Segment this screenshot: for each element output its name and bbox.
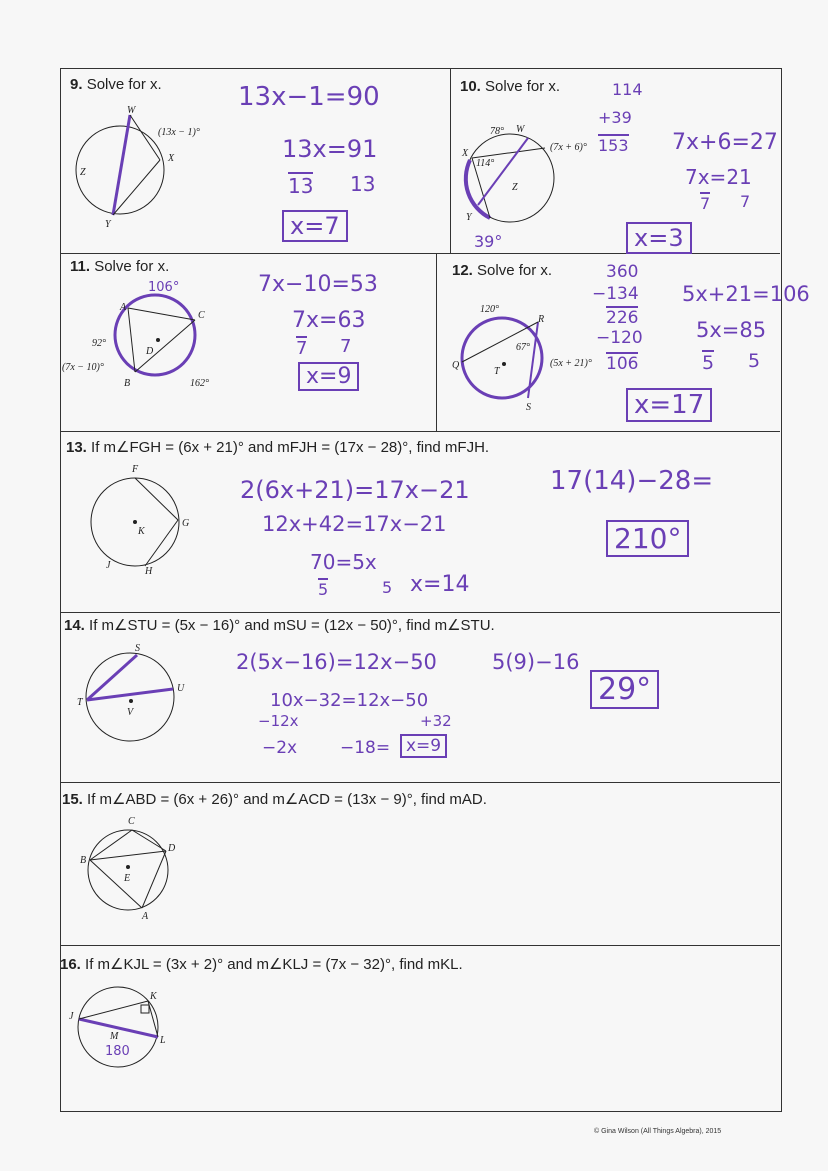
divider-col-2 <box>436 253 437 431</box>
label-j: J <box>106 560 111 571</box>
chord-da <box>142 851 166 908</box>
label-u: U <box>177 683 185 694</box>
label-114: 114° <box>476 158 495 169</box>
p10-sum: 153 <box>598 136 629 155</box>
label-k: K <box>138 526 145 537</box>
problem-11-prompt <box>70 258 169 275</box>
p12-l5: 106 <box>606 354 639 374</box>
chord-ab <box>128 308 135 372</box>
problem-15-figure <box>80 815 190 925</box>
p9-eq2: 13x=91 <box>282 135 378 163</box>
circle <box>88 830 168 910</box>
p10-den1: 7 <box>700 194 711 213</box>
p10-angle: 39° <box>474 232 503 251</box>
p12-l1: 360 <box>606 262 639 282</box>
problem-11-figure <box>60 290 240 400</box>
problem-13-number: 13. <box>66 439 87 456</box>
problem-14-number: 14. <box>64 617 85 634</box>
label-r: R <box>538 314 545 325</box>
divider-col-top <box>450 68 451 253</box>
chord-fg <box>135 478 178 520</box>
p16-note: 180 <box>105 1044 130 1059</box>
label-y: Y <box>105 219 111 230</box>
center-t <box>502 362 506 366</box>
chord-wx <box>130 115 160 160</box>
problem-12-number: 12. <box>452 262 473 279</box>
chord-bc <box>135 320 195 372</box>
label-t: T <box>77 697 83 708</box>
p12-answer: x=17 <box>626 388 712 422</box>
p9-eq1: 13x−1=90 <box>238 82 380 112</box>
p10-eq2: 7x=21 <box>685 165 752 189</box>
problem-13-figure <box>90 462 210 577</box>
label-j: J <box>69 1011 74 1022</box>
divider-row-2 <box>60 431 780 432</box>
problem-12-figure <box>450 300 620 415</box>
p12-l4: −120 <box>596 328 643 348</box>
p9-den1: 13 <box>288 174 314 198</box>
center-d <box>156 338 160 342</box>
center-e <box>126 865 130 869</box>
p14-answer: 29° <box>590 670 659 709</box>
p13-den1: 5 <box>318 580 329 599</box>
p10-eq1: 7x+6=27 <box>672 130 778 155</box>
p11-eq1: 7x−10=53 <box>258 272 378 297</box>
chord-tu <box>87 689 173 700</box>
problem-11-number: 11. <box>70 258 91 275</box>
problem-10-text: Solve for x. <box>485 78 561 95</box>
p13-den2: 5 <box>382 578 393 597</box>
label-s: S <box>526 402 531 413</box>
label-expr: (5x + 21)° <box>550 358 592 369</box>
label-d: D <box>168 843 176 854</box>
problem-16-number: 16. <box>60 956 81 973</box>
label-w: W <box>127 105 136 116</box>
label-y: Y <box>466 212 472 223</box>
problem-9-figure <box>75 105 225 235</box>
circle <box>115 295 195 375</box>
p14-eq2: 10x−32=12x−50 <box>270 690 429 711</box>
chord-wy <box>113 115 130 215</box>
problem-13-text: If m∠FGH = (6x + 21)° and mFJH = (17x − 28)°, find mFJH. <box>91 439 490 456</box>
label-92: 92° <box>92 338 106 349</box>
problem-13-prompt <box>66 438 489 456</box>
p13-answer: 210° <box>606 520 689 557</box>
p11-den2: 7 <box>340 336 352 357</box>
label-a: A <box>120 302 127 313</box>
label-b: B <box>124 378 131 389</box>
label-d: D <box>146 346 154 357</box>
label-m: M <box>110 1031 119 1042</box>
label-x: X <box>168 153 175 164</box>
label-k: K <box>150 991 157 1002</box>
label-78: 78° <box>490 126 504 137</box>
p13-eq1: 2(6x+21)=17x−21 <box>240 476 470 504</box>
problem-12-text: Solve for x. <box>477 262 553 279</box>
p12-eq2: 5x=85 <box>696 318 767 342</box>
p14-l5: −18= <box>340 738 391 758</box>
problem-14-text: If m∠STU = (5x − 16)° and mSU = (12x − 50)°, find m∠STU. <box>89 617 495 634</box>
problem-14-prompt <box>64 616 495 634</box>
label-z: Z <box>80 167 86 178</box>
label-t: T <box>494 366 500 377</box>
problem-9-prompt <box>70 76 162 93</box>
problem-15-prompt <box>62 790 487 808</box>
p9-den2: 13 <box>350 172 376 196</box>
center-k <box>133 520 137 524</box>
label-s: S <box>135 643 140 654</box>
label-c: C <box>198 310 205 321</box>
label-h: H <box>145 566 153 577</box>
divider-row-4 <box>60 782 780 783</box>
chord-jl <box>79 1019 158 1037</box>
label-l: L <box>160 1035 166 1046</box>
problem-16-prompt <box>60 955 463 973</box>
p12-den1: 5 <box>702 352 715 374</box>
label-162: 162° <box>190 378 209 389</box>
p12-eq1: 5x+21=106 <box>682 282 810 306</box>
p9-answer: x=7 <box>282 210 348 242</box>
p14-l3b: +32 <box>420 712 452 730</box>
label-v: V <box>127 707 134 718</box>
chord-3 <box>478 138 528 205</box>
divider-row-5 <box>60 945 780 946</box>
label-120: 120° <box>480 304 499 315</box>
p11-eq2: 7x=63 <box>292 308 366 333</box>
p14-x: x=9 <box>400 734 447 758</box>
label-w: W <box>516 124 525 135</box>
divider-row-3 <box>60 612 780 613</box>
problem-10-number: 10. <box>460 78 481 95</box>
p12-l2: −134 <box>592 284 639 304</box>
problem-10-figure <box>460 120 620 250</box>
label-g: G <box>182 518 190 529</box>
label-z: Z <box>512 182 518 193</box>
p13-eq2: 12x+42=17x−21 <box>262 512 447 536</box>
chord <box>472 148 545 158</box>
problem-10-prompt <box>460 78 560 95</box>
problem-11-text: Solve for x. <box>94 258 170 275</box>
p11-angle: 106° <box>148 280 180 295</box>
problem-16-text: If m∠KJL = (3x + 2)° and m∠KLJ = (7x − 32)°, find mKL. <box>85 956 463 973</box>
p10-answer: x=3 <box>626 222 692 254</box>
p11-answer: x=9 <box>298 362 359 391</box>
label-expr: (7x + 6)° <box>550 142 587 153</box>
problem-15-text: If m∠ABD = (6x + 26)° and m∠ACD = (13x − 9)°, find mAD. <box>87 791 487 808</box>
p13-x: x=14 <box>410 572 470 597</box>
p12-den2: 5 <box>748 350 761 372</box>
center-v <box>129 699 133 703</box>
label-c: C <box>128 816 135 827</box>
label-x: X <box>462 148 469 159</box>
right-angle-mark <box>141 1005 149 1013</box>
label-f: F <box>132 464 139 475</box>
label-angle: (13x − 1)° <box>158 127 200 138</box>
copyright: © Gina Wilson (All Things Algebra), 2015 <box>594 1128 722 1135</box>
p14-l4: −2x <box>262 738 298 758</box>
p12-l3: 226 <box>606 308 639 328</box>
p11-den1: 7 <box>296 338 308 359</box>
p14-l3a: −12x <box>258 712 299 730</box>
problem-15-number: 15. <box>62 791 83 808</box>
chord-ba <box>90 860 142 908</box>
problem-9-text: Solve for x. <box>86 76 162 93</box>
label-b: B <box>80 855 87 866</box>
p14-eq1: 2(5x−16)=12x−50 <box>236 650 437 674</box>
p13-eq3: 70=5x <box>310 550 377 574</box>
p10-add1: 114 <box>612 80 643 99</box>
chord-jk <box>79 1001 148 1019</box>
p14-sub: 5(9)−16 <box>492 650 580 674</box>
problem-12-prompt <box>452 262 552 279</box>
label-a: A <box>142 911 149 922</box>
p13-sub: 17(14)−28= <box>550 466 714 496</box>
label-e: E <box>124 873 131 884</box>
problem-9-number: 9. <box>70 76 83 93</box>
problem-14-figure <box>75 645 195 755</box>
label-67: 67° <box>516 342 530 353</box>
label-q: Q <box>452 360 460 371</box>
p10-den2: 7 <box>740 192 751 211</box>
problem-16-figure <box>66 985 186 1075</box>
chord-cd <box>132 830 166 851</box>
label-expr: (7x − 10)° <box>62 362 104 373</box>
chord-gh <box>145 520 178 566</box>
p10-add2: +39 <box>598 108 632 127</box>
